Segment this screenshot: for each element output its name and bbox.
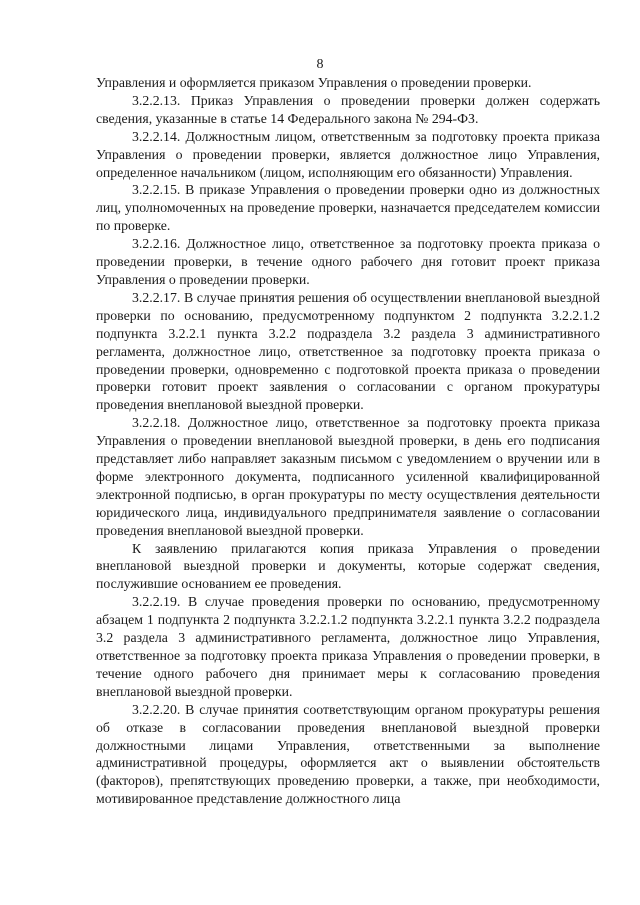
paragraph-3-2-2-14: 3.2.2.14. Должностным лицом, ответственным за подготовку проекта приказа Управления о проведении проверки, является должностное лицо Управления, определенное начальником (лицом, исполняющим его обязанности) Управления. [96,128,600,180]
paragraph-3-2-2-13: 3.2.2.13. Приказ Управления о проведении проверки должен содержать сведения, указанные в статье 14 Федерального закона № 294-ФЗ. [96,92,600,126]
paragraph-3-2-2-17: 3.2.2.17. В случае принятия решения об осуществлении внеплановой выездной проверки по основанию, предусмотренному подпунктом 2 подпункта 3.2.2.1.2 подпункта 3.2.2.1 пункта 3.2.2 подраздела 3.2 раздела 3 административного регламента, должностное лицо, ответственное за подготовку проекта приказа о проведении проверки, одновременно с подготовкой проекта приказа о проведении проверки готовит проект заявления о согласовании с органом прокуратуры проведения внеплановой выездной проверки. [96,289,600,413]
paragraph-attachments: К заявлению прилагаются копия приказа Управления о проведении внеплановой выездной проверки и документы, которые содержат сведения, послужившие основанием ее проведения. [96,540,600,592]
document-body [96,74,600,808]
paragraph-continued: Управления и оформляется приказом Управления о проведении проверки. [96,75,532,90]
paragraph-3-2-2-19: 3.2.2.19. В случае проведения проверки по основанию, предусмотренному абзацем 1 подпункта 2 подпункта 3.2.2.1.2 подпункта 3.2.2.1 пункта 3.2.2 подраздела 3.2 раздела 3 административного регламента, должностное лицо Управления, ответственное за подготовку проекта приказа Управления о проведении проверки, в течение одного рабочего дня принимает меры к согласованию проведения внеплановой выездной проверки. [96,594,600,699]
paragraph-3-2-2-20: 3.2.2.20. В случае принятия соответствующим органом прокуратуры решения об отказе в согласовании проведения внеплановой выездной проверки должностными лицами Управления, ответственными за выполнение административной процедуры, оформляется акт о выявлении обстоятельств (факторов), препятствующих проведению проверки, а также, при необходимости, мотивированное представление должностного лица [96,701,600,807]
page-number: 8 [316,57,324,72]
paragraph-3-2-2-18: 3.2.2.18. Должностное лицо, ответственное за подготовку проекта приказа Управления о проведении внеплановой выездной проверки, в день его подписания представляет либо направляет заказным письмом с уведомлением о вручении или в форме электронного документа, подписанного усиленной квалифицированной электронной подписью, в орган прокуратуры по месту осуществления деятельности юридического лица, индивидуального предпринимателя заявление о согласовании проведения внеплановой выездной проверки. [96,415,600,538]
paragraph-3-2-2-15: 3.2.2.15. В приказе Управления о проведении проверки одно из должностных лиц, уполномоченных на проведение проверки, назначается председателем комиссии по проверке. [96,182,600,234]
paragraph-3-2-2-16: 3.2.2.16. Должностное лицо, ответственное за подготовку проекта приказа о проведении проверки, в течение одного рабочего дня готовит проект приказа Управления о проведении проверки. [96,236,600,287]
